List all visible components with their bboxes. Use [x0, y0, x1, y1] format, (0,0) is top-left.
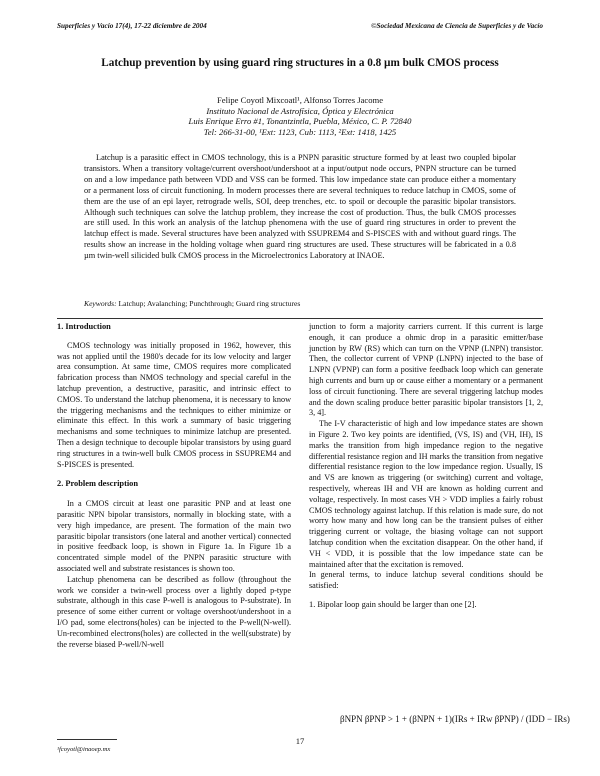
- journal-header-left: Superficies y Vacío 17(4), 17-22 diciembre de 2004: [57, 22, 207, 30]
- keywords: [84, 299, 516, 308]
- abstract: Latchup is a parasitic effect in CMOS technology, this is a PNPN parasitic structure formed by at least two coupled bipolar transistors. When a transitory voltage/current overshoot/undershoot at a input/output node occurs, PNPN structure can be turned on and a low impedance path between VDD and VSS can be formed. This low impedance state can produce either a momentary or a permanent loss of circuit functioning. In modern processes there are several techniques to reduce latchup in CMOS, some of them are the use of an epi layer, retrograde wells, SOI, deep trenches, etc. to spoil or decouple the parasitic bipolar transistors. Although such techniques can solve the latchup problem, they increase the cost of production. Thus, the bulk CMOS processes are still used. In this work an analysis of the latchup phenomena with the use of guard ring structures in order to prevent the latchup effect is made. Several structures have been analyzed with SSUPREM4 and S-PISCES with and without guard rings. The results show an increase in the holding voltage when guard ring structures are used. These structures will be fabricated in a 0.8 µm twin-well silicided bulk CMOS process in the Microelectronics Laboratory at INAOE.: [84, 153, 516, 261]
- author-telephone: Tel: 266-31-00, ¹Ext: 1123, Cub: 1113, ²Ext: 1418, 1425: [203, 126, 397, 137]
- author-institute: Instituto Nacional de Astrofísica, Óptica y Electrónica: [206, 105, 394, 116]
- footnote-email: ¹fcoyotl@inaoep.mx: [57, 746, 111, 753]
- right-text-3: In general terms, to induce latchup several conditions should be satisfied:: [309, 570, 543, 591]
- problem-text-1: In a CMOS circuit at least one parasitic PNP and at least one parasitic NPN bipolar transistors, normally in blocking state, with a very high impedance, are present. The formation of the main two parasitic bipolar transistors (one lateral and another vertical) connected in positive feedback loop, is shown in Figure 1a. In Figure 1b a concentrated simple model of the PNPN parasitic structure with associated well and substrate resistances is shown too.: [57, 499, 291, 573]
- author-address: Luis Enrique Erro #1, Tonantzintla, Puebla, México, C. P. 72840: [188, 116, 412, 127]
- problem-heading: 2. Problem description: [57, 479, 139, 489]
- author-block: [0, 95, 600, 137]
- introduction-heading: 1. Introduction: [57, 322, 111, 331]
- page-number: 17: [295, 736, 305, 746]
- author-names: Felipe Coyotl Mixcoatl¹, Alfonso Torres Jacome: [216, 95, 384, 105]
- right-text-2: The I-V characteristic of high and low impedance states are shown in Figure 2. Two key points are identified, (VS, IS) and (VH, IH), IS marks the transition from high impedance region to the negative differential resistance region and IH marks the transition from negative differential resistance region to the low impedance region. Usually, IS and VS are known as triggering (or switching) current and voltage, respectively, whereas IH and VH are known as holding current and voltage, respectively. In most cases VH > VDD implies a fairly robust CMOS technology against latchup. If this relation is made sure, do not worry how many and how long can be the transient pulses of either triggering current or voltage, the biasing voltage can not support latchup condition when the excitation disappear. On the other hand, if VH < VDD, it is possible that the low impedance state can be maintained after that the excitation is removed.: [309, 419, 543, 569]
- right-column: [309, 322, 543, 611]
- left-column: [57, 322, 291, 650]
- keywords-text: Latchup; Avalanching; Punchthrough; Guard ring structures: [118, 299, 301, 308]
- paper-title: Latchup prevention by using guard ring structures in a 0.8 µm bulk CMOS process: [101, 57, 499, 69]
- problem-text-2: Latchup phenomena can be described as follow (throughout the work we consider a twin-well process over a lightly doped p-type substrate, although in this case P-well is analogous to P-substrate). In presence of some either current or voltage overshoot/undershoot in a I/O pad, some electrons(holes) can be injected to the P-well(N-well). Un-recombined electrons(holes) are collected in the well(substrate) by the reverse biased P-well/N-well: [57, 574, 291, 649]
- introduction-text: CMOS technology was initially proposed in 1962, however, this was not applied until the 1980's decade for its low velocity and larger area consumption. At same time, CMOS requires more complicated fabrication process than NMOS technology and special careful in the latchup prevention, a destructive, parasitic, and intrinsic effect to CMOS. To understand the latchup phenomena, it is necessary to know the triggering mechanisms and the techniques to either minimize or eliminate this effect. In this work a summary of basic triggering mechanisms and some techniques to minimize latchup are presented. Then a design technique to decouple bipolar transistors by using guard ring structures in a twin-well bulk CMOS process in SSUPREM4 and S-PISCES is presented.: [57, 340, 291, 469]
- condition-list-item: 1. Bipolar loop gain should be larger than one [2].: [309, 599, 477, 609]
- journal-header-right: ©Sociedad Mexicana de Ciencia de Superficies y de Vacío: [371, 22, 543, 30]
- section-divider: [57, 318, 543, 319]
- loop-gain-formula: βNPN βPNP > 1 + (βNPN + 1)(IRs + IRw βPNP) / (IDD − IRs): [340, 714, 570, 724]
- footnote-rule: [57, 739, 117, 740]
- keywords-label: Keywords:: [84, 299, 117, 308]
- right-text-1: junction to form a majority carriers current. If this current is large enough, it can produce a ohmic drop in a parasitic emitter/base junction by RW (RS) which can turn on the VPNP (LNPN) transistor. Then, the collector current of VPNP (LNPN) injected to the base of LNPN (VPNP) can form a positive feedback loop which can generate high currents and burn up or cause either a momentary or a permanent loss of circuit functioning. There are several triggering latchup modes and the down scaling produce better parasitic bipolar transistors [1, 2, 3, 4].: [309, 322, 543, 418]
